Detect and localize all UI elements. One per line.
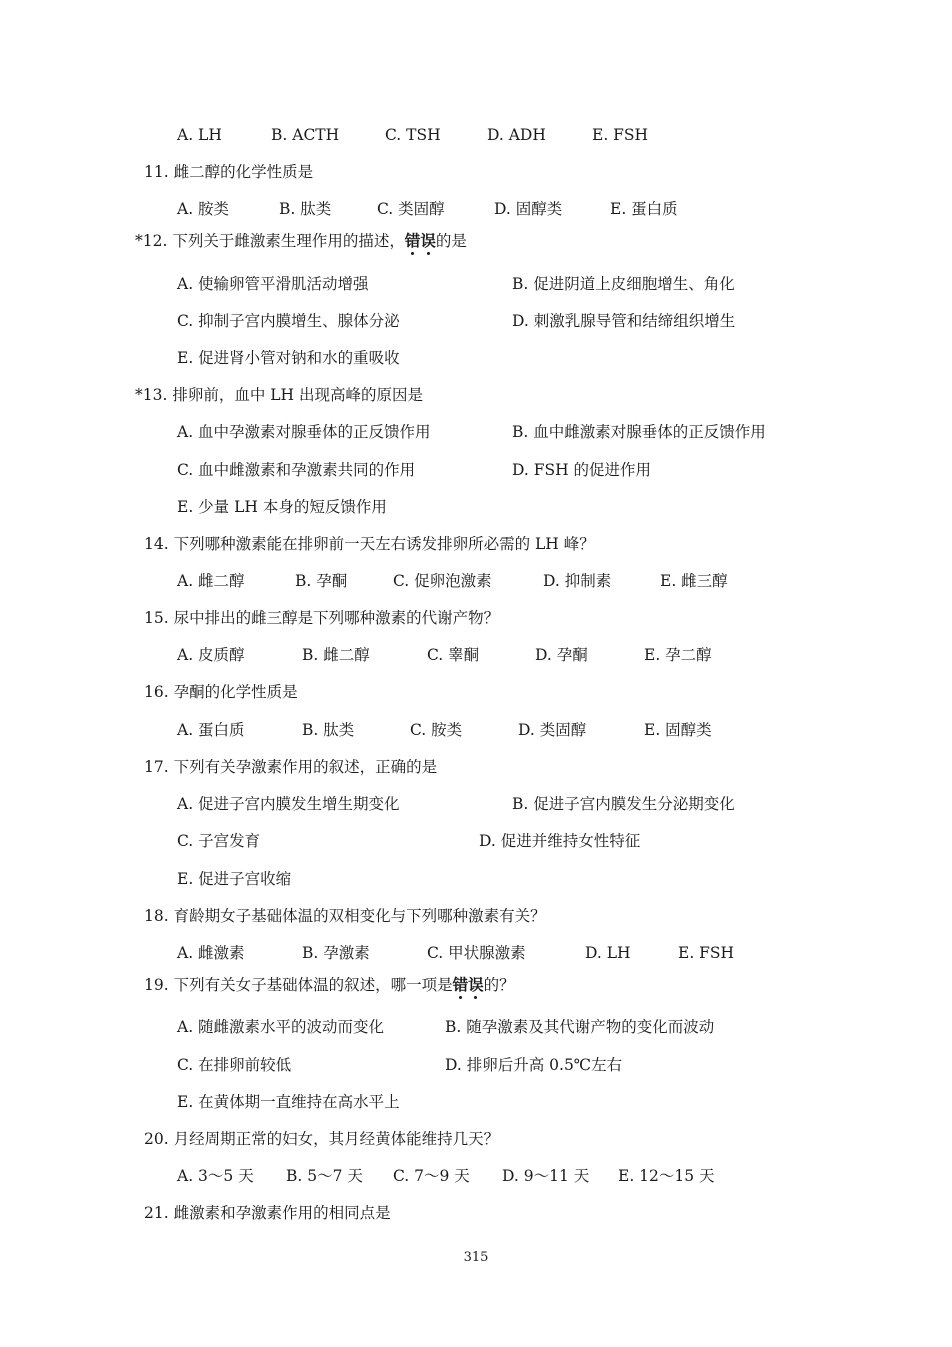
q14-option-e: E. 雌三醇 [660, 572, 728, 590]
q17-option-b: B. 促进子宫内膜发生分泌期变化 [512, 795, 735, 813]
q15-option-e: E. 孕二醇 [644, 646, 712, 664]
q20-option-b: B. 5～7 天 [286, 1167, 363, 1185]
q18-option-a: A. 雌激素 [177, 944, 245, 962]
q13-option-b: B. 血中雌激素对腺垂体的正反馈作用 [512, 423, 766, 441]
q19-option-d: D. 排卵后升高 0.5℃左右 [445, 1056, 623, 1074]
q14-option-c: C. 促卵泡激素 [393, 572, 492, 590]
q16-option-a: A. 蛋白质 [177, 721, 245, 739]
q11-option-d: D. 固醇类 [494, 200, 563, 218]
q17-option-c: C. 子宫发育 [177, 832, 261, 850]
q19-option-a: A. 随雌激素水平的波动而变化 [177, 1018, 385, 1036]
q19-option-b: B. 随孕激素及其代谢产物的变化而波动 [445, 1018, 715, 1036]
q14-option-d: D. 抑制素 [543, 572, 612, 590]
q10-option-d: D. ADH [487, 126, 546, 144]
q17-option-e: E. 促进子宫收缩 [177, 870, 292, 888]
q11-option-a: A. 胺类 [177, 200, 230, 218]
q12-option-e: E. 促进肾小管对钠和水的重吸收 [177, 349, 400, 367]
q12-stem: *12. 下列关于雌激素生理作用的描述，错误的是 [135, 231, 467, 250]
q20-option-d: D. 9～11 天 [502, 1167, 590, 1185]
q16-stem: 16. 孕酮的化学性质是 [144, 683, 298, 701]
q16-option-b: B. 肽类 [302, 721, 355, 739]
q20-option-e: E. 12～15 天 [618, 1167, 715, 1185]
q18-option-d: D. LH [585, 944, 631, 962]
q15-stem: 15. 尿中排出的雌三醇是下列哪种激素的代谢产物？ [144, 609, 500, 627]
q14-stem: 14. 下列哪种激素能在排卵前一天左右诱发排卵所必需的 LH 峰？ [144, 535, 595, 553]
q16-option-e: E. 固醇类 [644, 721, 712, 739]
q21-stem: 21. 雌激素和孕激素作用的相同点是 [144, 1204, 391, 1222]
q13-stem: *13. 排卵前，血中 LH 出现高峰的原因是 [135, 386, 423, 404]
q11-option-b: B. 肽类 [279, 200, 332, 218]
page-number: 315 [463, 1250, 489, 1265]
q15-option-a: A. 皮质醇 [177, 646, 245, 664]
q15-option-d: D. 孕酮 [535, 646, 588, 664]
q10-option-a: A. LH [177, 126, 222, 144]
q12-emph-2: 误 [420, 231, 436, 250]
q12-option-d: D. 刺激乳腺导管和结缔组织增生 [512, 312, 736, 330]
q10-option-b: B. ACTH [271, 126, 340, 144]
q11-option-c: C. 类固醇 [377, 200, 445, 218]
q17-option-a: A. 促进子宫内膜发生增生期变化 [177, 795, 400, 813]
q20-option-c: C. 7～9 天 [393, 1167, 470, 1185]
q19-emph-1: 错 [452, 975, 469, 994]
q19-option-e: E. 在黄体期一直维持在高水平上 [177, 1093, 400, 1111]
q10-option-c: C. TSH [385, 126, 441, 144]
q16-option-c: C. 胺类 [410, 721, 463, 739]
q13-option-d: D. FSH 的促进作用 [512, 461, 652, 479]
q20-stem: 20. 月经周期正常的妇女，其月经黄体能维持几天？ [144, 1130, 500, 1148]
q18-option-c: C. 甲状腺激素 [427, 944, 526, 962]
q12-option-a: A. 使输卵管平滑肌活动增强 [177, 275, 369, 293]
q13-option-a: A. 血中孕激素对腺垂体的正反馈作用 [177, 423, 431, 441]
q19-emph-2: 误 [468, 975, 484, 994]
q18-stem: 18. 育龄期女子基础体温的双相变化与下列哪种激素有关？ [144, 907, 546, 925]
q15-option-b: B. 雌二醇 [302, 646, 370, 664]
q11-stem: 11. 雌二醇的化学性质是 [144, 163, 314, 181]
q14-option-a: A. 雌二醇 [177, 572, 245, 590]
q12-option-c: C. 抑制子宫内膜增生、腺体分泌 [177, 312, 400, 330]
q16-option-d: D. 类固醇 [518, 721, 587, 739]
q15-option-c: C. 睾酮 [427, 646, 480, 664]
q19-option-c: C. 在排卵前较低 [177, 1056, 292, 1074]
q17-stem: 17. 下列有关孕激素作用的叙述，正确的是 [144, 758, 438, 776]
q12-option-b: B. 促进阴道上皮细胞增生、角化 [512, 275, 735, 293]
q10-option-e: E. FSH [592, 126, 649, 144]
q17-option-d: D. 促进并维持女性特征 [479, 832, 641, 850]
q14-option-b: B. 孕酮 [295, 572, 348, 590]
q13-option-c: C. 血中雌激素和孕激素共同的作用 [177, 461, 416, 479]
q12-emph-1: 错 [404, 231, 421, 250]
q20-option-a: A. 3～5 天 [177, 1167, 254, 1185]
q18-option-b: B. 孕激素 [302, 944, 370, 962]
q13-option-e: E. 少量 LH 本身的短反馈作用 [177, 498, 387, 516]
q18-option-e: E. FSH [678, 944, 735, 962]
q11-option-e: E. 蛋白质 [610, 200, 678, 218]
q19-stem: 19. 下列有关女子基础体温的叙述，哪一项是错误的？ [144, 975, 515, 994]
